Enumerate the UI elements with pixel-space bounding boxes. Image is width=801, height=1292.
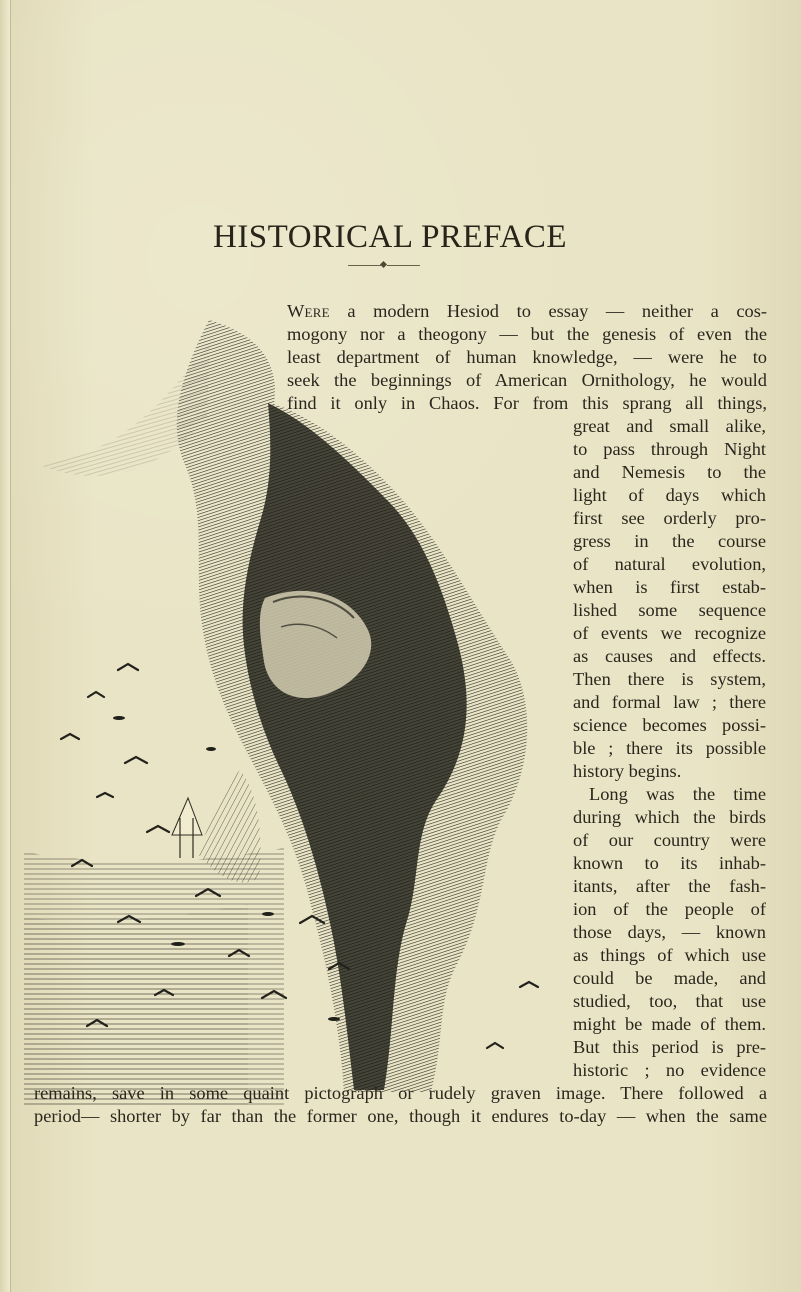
column-line-28: But this period is pre- — [573, 1037, 766, 1057]
page-binding-edge — [0, 0, 11, 1292]
bottom-line-1: remains, save in some quaint pictograph or rudely graven image. There followed a — [34, 1083, 767, 1103]
preface-line-3: least department of human knowledge, — were he to — [287, 347, 767, 367]
preface-line-5: find it only in Chaos. For from this sprang all things, — [287, 393, 767, 413]
column-line-7: of natural evolution, — [573, 554, 766, 574]
drop-word: Were — [287, 301, 330, 321]
column-line-10: of events we recognize — [573, 623, 766, 643]
column-line-20: known to its inhab- — [573, 853, 766, 873]
column-line-13: and formal law ; there — [573, 692, 766, 712]
column-line-5: first see orderly pro- — [573, 508, 766, 528]
column-line-25: could be made, and — [573, 968, 766, 988]
column-line-24: as things of which use — [573, 945, 766, 965]
ornament-diamond-icon — [380, 261, 387, 268]
column-line-3: and Nemesis to the — [573, 462, 766, 482]
ornament-right-rule — [387, 265, 420, 266]
preface-line-1-rest: a modern Hesiod to essay — neither a cos- — [329, 301, 767, 321]
column-line-27: might be made of them. — [573, 1014, 766, 1034]
column-line-15: ble ; there its possible — [573, 738, 766, 758]
preface-line-2: mogony nor a theogony — but the genesis of even the — [287, 324, 767, 344]
column-line-11: as causes and effects. — [573, 646, 766, 666]
preface-line-1 — [287, 300, 767, 323]
column-line-12: Then there is system, — [573, 669, 766, 689]
column-line-1: great and small alike, — [573, 416, 766, 436]
column-line-16: history begins. — [573, 761, 682, 781]
column-line-19: of our country were — [573, 830, 766, 850]
cliff-birds-engraving-illustration — [24, 312, 544, 1107]
column-line-14: science becomes possi- — [573, 715, 766, 735]
column-line-9: lished some sequence — [573, 600, 766, 620]
column-line-22: ion of the people of — [573, 899, 766, 919]
column-line-17: Long was the time — [589, 784, 766, 804]
column-line-4: light of days which — [573, 485, 766, 505]
title-ornament — [348, 260, 420, 272]
column-line-23: those days, — known — [573, 922, 766, 942]
column-line-6: gress in the course — [573, 531, 766, 551]
column-line-29: historic ; no evidence — [573, 1060, 766, 1080]
ornament-left-rule — [348, 265, 381, 266]
column-line-8: when is first estab- — [573, 577, 766, 597]
column-line-18: during which the birds — [573, 807, 766, 827]
bottom-line-2: period— shorter by far than the former one, though it endures to-day — when the same — [34, 1106, 767, 1126]
column-line-26: studied, too, that use — [573, 991, 766, 1011]
column-line-2: to pass through Night — [573, 439, 766, 459]
preface-line-4: seek the beginnings of American Ornithology, he would — [287, 370, 767, 390]
column-line-21: itants, after the fash- — [573, 876, 766, 896]
page-title: HISTORICAL PREFACE — [212, 219, 568, 256]
